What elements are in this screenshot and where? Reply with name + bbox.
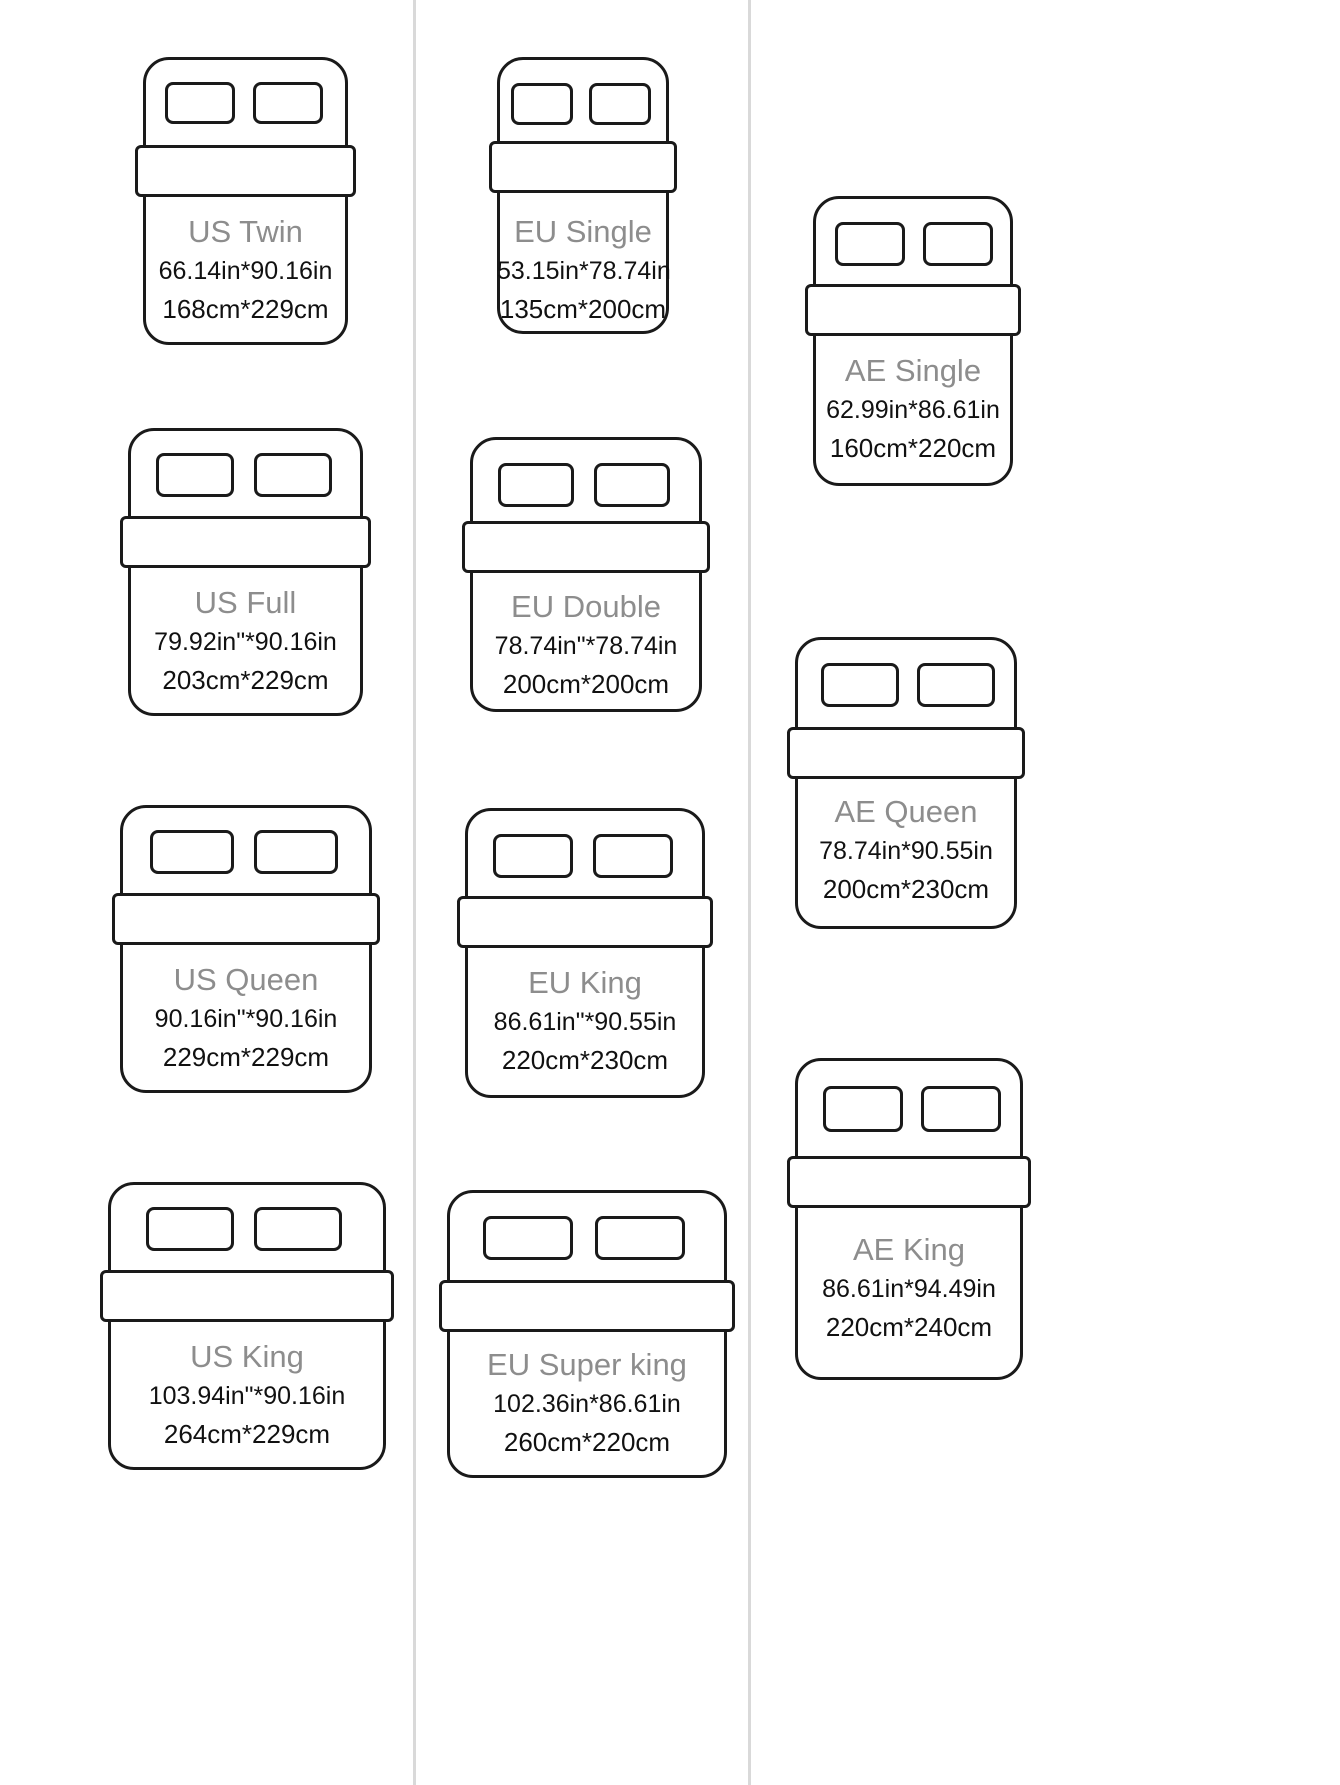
pillow-icon — [821, 663, 899, 707]
bed-size-inches: 78.74in"*78.74in — [494, 632, 678, 660]
bed-labels — [813, 351, 1013, 467]
bed-size-inches: 103.94in"*90.16in — [148, 1382, 346, 1410]
bed-size-inches: 86.61in*94.49in — [822, 1275, 996, 1303]
sheet-fold — [462, 521, 710, 573]
bed-diagram — [447, 1190, 727, 1478]
pillow-icon — [921, 1086, 1001, 1132]
pillow-icon — [593, 834, 673, 878]
pillow-icon — [498, 463, 574, 507]
pillow-icon — [493, 834, 573, 878]
pillow-icon — [254, 453, 332, 497]
bed-size-cm: 200cm*200cm — [502, 669, 670, 699]
bed-labels — [795, 1230, 1023, 1346]
bed-size-cm: 200cm*230cm — [822, 874, 990, 904]
bed-size-inches: 53.15in*78.74in — [497, 257, 671, 285]
pillow-icon — [165, 82, 235, 124]
bed-diagram — [465, 808, 705, 1098]
bed-size-cm: 220cm*240cm — [825, 1312, 993, 1342]
bed-size-name: US Twin — [188, 214, 303, 249]
bed-diagram — [108, 1182, 386, 1470]
sheet-fold — [100, 1270, 394, 1322]
bed-diagram — [128, 428, 363, 716]
bed-size-inches: 79.92in"*90.16in — [154, 628, 337, 656]
bed-size-name: US Full — [194, 585, 297, 620]
bed-size-name: US King — [190, 1339, 304, 1374]
bed-size-inches: 78.74in*90.55in — [819, 837, 993, 865]
bed-labels — [470, 587, 702, 703]
bed-size-name: EU Super king — [487, 1347, 687, 1382]
pillow-icon — [254, 830, 338, 874]
pillow-icon — [146, 1207, 234, 1251]
pillow-icon — [923, 222, 993, 266]
bed-size-inches: 66.14in*90.16in — [158, 257, 333, 285]
bed-labels — [128, 583, 363, 699]
bed-size-cm: 160cm*220cm — [829, 433, 997, 463]
pillow-icon — [595, 1216, 685, 1260]
sheet-fold — [135, 145, 356, 197]
bed-size-inches: 62.99in*86.61in — [826, 396, 1000, 424]
bed-labels — [465, 963, 705, 1079]
bed-size-cm: 203cm*229cm — [162, 665, 329, 695]
bed-size-name: EU King — [528, 965, 642, 1000]
column-divider-eu-ae — [748, 0, 751, 1785]
pillow-icon — [156, 453, 234, 497]
pillow-icon — [483, 1216, 573, 1260]
bed-diagram — [470, 437, 702, 712]
pillow-icon — [589, 83, 651, 125]
bed-diagram — [795, 637, 1017, 929]
bed-size-cm: 264cm*229cm — [163, 1419, 331, 1449]
column-divider-us-eu — [413, 0, 416, 1785]
bed-size-cm: 229cm*229cm — [162, 1042, 330, 1072]
bed-size-cm: 135cm*200cm — [499, 294, 667, 324]
bed-labels — [120, 960, 372, 1076]
sheet-fold — [439, 1280, 735, 1332]
bed-diagram — [497, 57, 669, 334]
sheet-fold — [457, 896, 713, 948]
pillow-icon — [150, 830, 234, 874]
bed-size-inches: 102.36in*86.61in — [493, 1390, 681, 1418]
sheet-fold — [489, 141, 677, 193]
bed-size-name: AE King — [852, 1232, 965, 1267]
bed-size-cm: 220cm*230cm — [501, 1045, 669, 1075]
pillow-icon — [917, 663, 995, 707]
pillow-icon — [823, 1086, 903, 1132]
bed-labels — [497, 212, 669, 328]
bed-size-inches: 86.61in"*90.55in — [493, 1008, 677, 1036]
pillow-icon — [511, 83, 573, 125]
bed-diagram — [143, 57, 348, 345]
sheet-fold — [787, 1156, 1031, 1208]
bed-labels — [795, 792, 1017, 908]
bed-size-name: AE Single — [844, 353, 982, 388]
bed-labels — [143, 212, 348, 328]
pillow-icon — [253, 82, 323, 124]
bed-size-name: AE Queen — [834, 794, 978, 829]
bed-diagram — [795, 1058, 1023, 1380]
bed-diagram — [120, 805, 372, 1093]
pillow-icon — [254, 1207, 342, 1251]
bed-size-name: EU Single — [514, 214, 652, 249]
sheet-fold — [787, 727, 1025, 779]
bed-size-cm: 260cm*220cm — [503, 1427, 671, 1457]
sheet-fold — [112, 893, 380, 945]
sheet-fold — [120, 516, 371, 568]
bed-labels — [108, 1337, 386, 1453]
bed-size-cm: 168cm*229cm — [162, 294, 329, 324]
pillow-icon — [594, 463, 670, 507]
bed-size-inches: 90.16in"*90.16in — [154, 1005, 338, 1033]
bed-size-name: EU Double — [511, 589, 661, 624]
sheet-fold — [805, 284, 1021, 336]
bed-diagram — [813, 196, 1013, 486]
pillow-icon — [835, 222, 905, 266]
bed-labels — [447, 1345, 727, 1461]
bed-size-name: US Queen — [173, 962, 319, 997]
